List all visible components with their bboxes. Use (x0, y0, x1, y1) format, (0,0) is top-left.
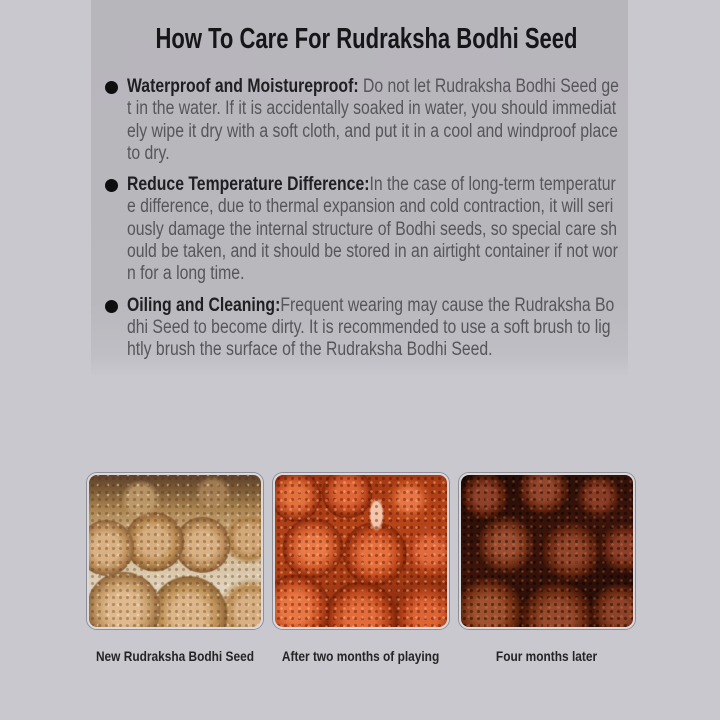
bullet-icon (105, 179, 118, 192)
care-list (91, 76, 628, 362)
photo-figure-four-months (459, 473, 635, 664)
care-item-body: Frequent wearing may cause the Rudraksha Bodhi Seed to become dirty. It is recommended to use a soft brush to lightly brush the surface of the Rudraksha Bodhi Seed. (127, 294, 615, 361)
photo-caption: After two months of playing (282, 648, 440, 664)
bullet-icon (105, 81, 118, 94)
photo-figure-two-months (273, 473, 449, 664)
photo-figure-new (87, 473, 263, 664)
photo-caption: Four months later (496, 648, 598, 664)
photo-caption: New Rudraksha Bodhi Seed (95, 648, 255, 664)
care-item-heading: Waterproof and Moistureproof: (127, 76, 363, 97)
care-item-heading: Oiling and Cleaning: (127, 294, 281, 316)
care-item-body: Do not let Rudraksha Bodhi Seed get in the water. If it is accidentally soaked in water, you should immediately wipe it dry with a soft cloth, and put it in a cool and windproof place to dry. (127, 76, 619, 164)
care-item-text (127, 76, 619, 165)
care-item-waterproof (105, 76, 620, 165)
photo-new-seed (87, 473, 263, 629)
photo-strip (87, 473, 635, 664)
care-item-heading: Reduce Temperature Difference: (127, 174, 370, 196)
care-item-cleaning (105, 295, 620, 362)
photo-four-months (459, 473, 635, 629)
care-item-text (127, 295, 619, 362)
care-item-text (127, 174, 619, 285)
care-panel (91, 0, 628, 377)
bullet-icon (105, 300, 118, 313)
care-item-body: In the case of long-term temperature difference, due to thermal expansion and cold contraction, it will seriously damage the internal structure of Bodhi seeds, so special care should be taken, and it should be stored in an airtight container if not worn for a long time. (127, 174, 618, 285)
care-item-temperature (105, 174, 620, 285)
page-title: How To Care For Rudraksha Bodhi Seed (155, 23, 578, 55)
photo-two-months (273, 473, 449, 629)
